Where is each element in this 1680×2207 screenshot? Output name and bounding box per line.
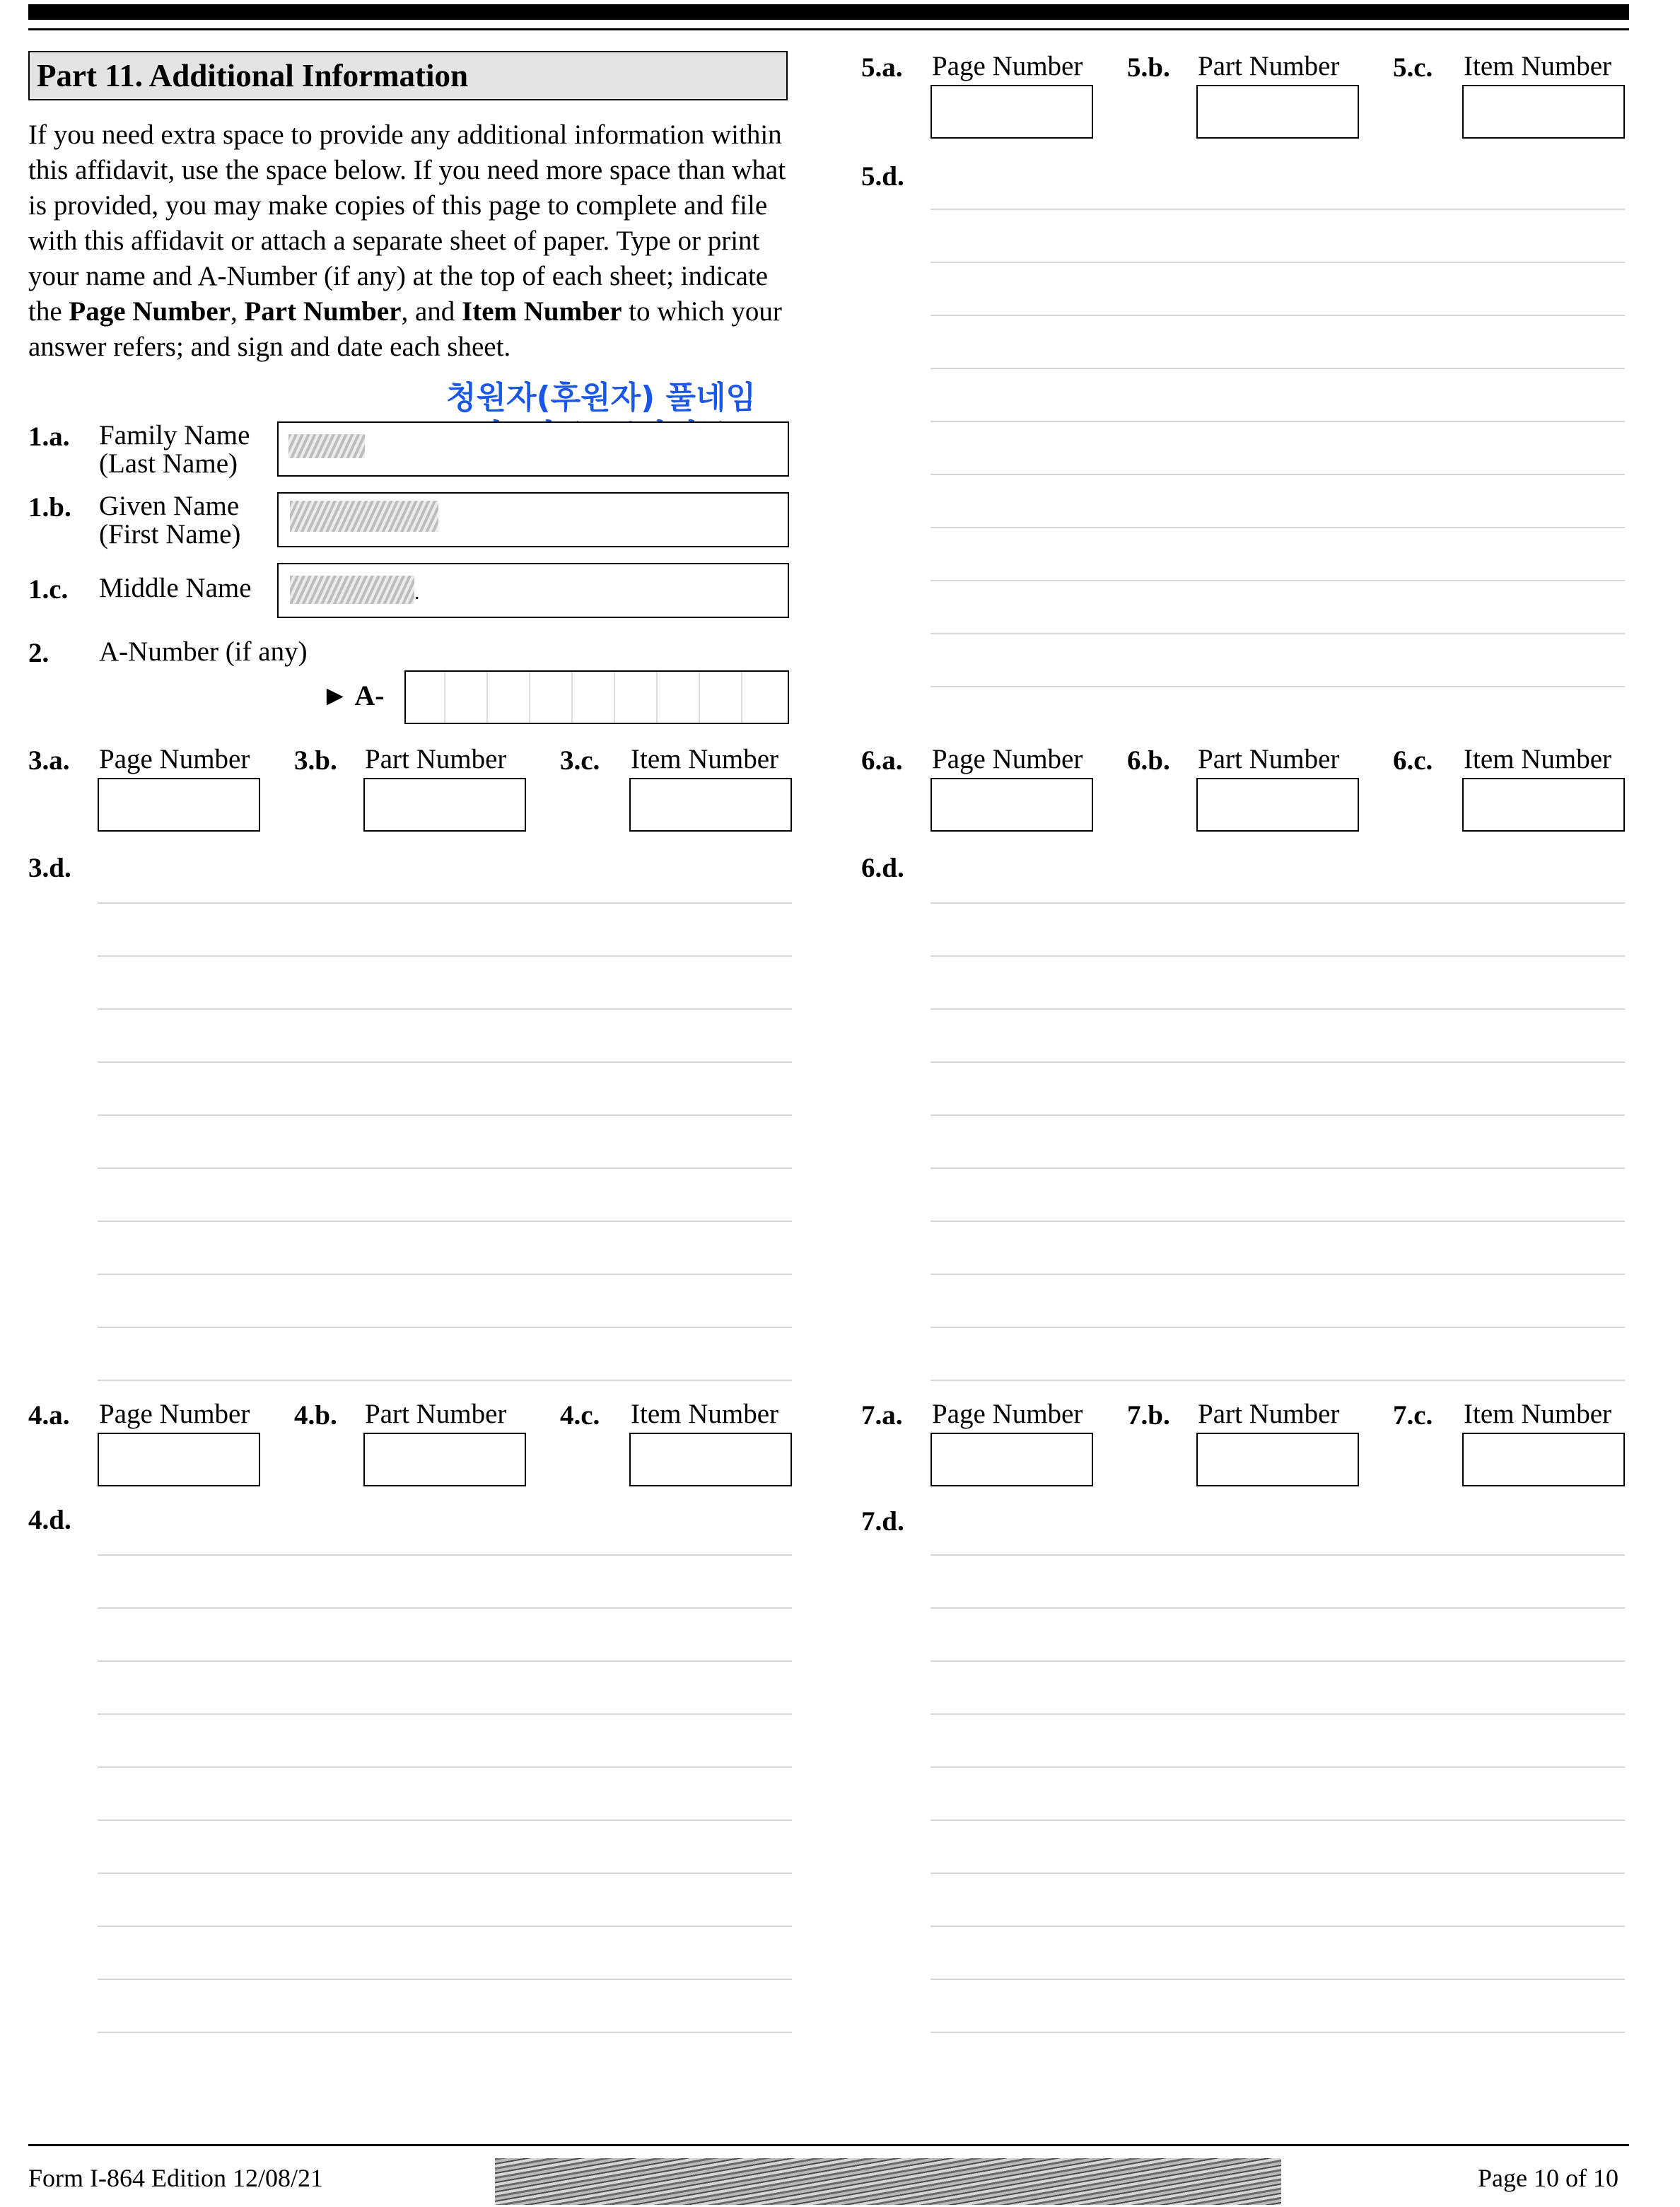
top-rule-thin (28, 28, 1629, 30)
item-number-field[interactable] (1462, 778, 1625, 832)
instructions-paragraph: If you need extra space to provide any additional information within this affidavit, use the space below. If you need more space than what is provided, you may make copies of this page to complete and file with this affidavit or attach a separate sheet of paper. Type or print your name and A-Number (if any) at the top of each sheet; indicate the Page Number, Part Number, and Item Number to which your answer refers; and sign and date each sheet. (28, 120, 786, 362)
item-number-label: Item Number (631, 744, 779, 774)
item-number-1a: 1.a. (28, 421, 70, 452)
part-number-field[interactable] (1196, 1433, 1359, 1486)
page-number-field[interactable] (931, 1433, 1093, 1486)
item-number-6d: 6.d. (861, 853, 904, 883)
footer-rule (28, 2144, 1629, 2146)
additional-info-area-7d[interactable] (931, 1554, 1625, 2035)
item-number-4d: 4.d. (28, 1505, 71, 1535)
item-number-4a: 4.a. (28, 1400, 70, 1431)
item-number-6a: 6.a. (861, 745, 903, 776)
item-number-6c: 6.c. (1393, 745, 1433, 776)
page-number-field[interactable] (931, 778, 1093, 832)
item-number-5b: 5.b. (1127, 52, 1170, 83)
item-number-3a: 3.a. (28, 745, 70, 776)
part-number-field[interactable] (363, 1433, 526, 1486)
item-number-4c: 4.c. (560, 1400, 600, 1431)
page-number-label: Page Number (932, 744, 1083, 774)
item-number-7a: 7.a. (861, 1400, 903, 1431)
page-number-label: Page Number (99, 744, 250, 774)
additional-info-area-5d[interactable] (931, 209, 1625, 689)
item-number-3d: 3.d. (28, 853, 71, 883)
part-number-label: Part Number (365, 744, 507, 774)
item-number-1c: 1.c. (28, 574, 69, 605)
item-number-4b: 4.b. (294, 1400, 337, 1431)
part-number-label: Part Number (365, 1399, 507, 1429)
a-number-field[interactable] (404, 670, 789, 724)
form-edition: Form I-864 Edition 12/08/21 (28, 2164, 323, 2192)
item-number-label: Item Number (631, 1399, 779, 1429)
additional-info-area-4d[interactable] (98, 1554, 792, 2035)
additional-info-area-6d[interactable] (931, 902, 1625, 1383)
item-number-2: 2. (28, 638, 49, 668)
page-number-field[interactable] (931, 85, 1093, 139)
item-number-5c: 5.c. (1393, 52, 1433, 83)
item-number-label: Item Number (1464, 51, 1612, 81)
item-number-field[interactable] (629, 1433, 792, 1486)
middle-name-field[interactable] (277, 563, 789, 618)
item-number-7d: 7.d. (861, 1506, 904, 1537)
additional-info-area-3d[interactable] (98, 902, 792, 1383)
item-number-3b: 3.b. (294, 745, 337, 776)
page-number-label: Page Number (932, 1399, 1083, 1429)
a-number-label: A-Number (if any) (99, 636, 308, 667)
redacted-middle-name (290, 576, 414, 604)
part-number-field[interactable] (1196, 778, 1359, 832)
given-name-label: Given Name (First Name) (99, 491, 241, 549)
page-number-field[interactable] (98, 1433, 260, 1486)
item-number-7c: 7.c. (1393, 1400, 1433, 1431)
part-header: Part 11. Additional Information (28, 51, 788, 100)
redacted-barcode (495, 2158, 1281, 2205)
page-number-field[interactable] (98, 778, 260, 832)
family-name-field[interactable] (277, 421, 789, 477)
item-number-5d: 5.d. (861, 161, 904, 192)
middle-name-label: Middle Name (99, 573, 252, 603)
redacted-given-name (290, 501, 438, 532)
item-number-label: Item Number (1464, 744, 1612, 774)
item-number-field[interactable] (629, 778, 792, 832)
item-number-6b: 6.b. (1127, 745, 1170, 776)
part-number-label: Part Number (1198, 744, 1340, 774)
page-number-label: Page Number (99, 1399, 250, 1429)
top-rule-thick (28, 4, 1629, 20)
given-name-field[interactable] (277, 492, 789, 547)
part-number-field[interactable] (1196, 85, 1359, 139)
page-indicator: Page 10 of 10 (1478, 2164, 1618, 2192)
item-number-field[interactable] (1462, 85, 1625, 139)
redacted-family-name (288, 434, 365, 458)
page-number-label: Page Number (932, 51, 1083, 81)
annotation-line-1: 청원자(후원자) 풀네임 (445, 380, 757, 416)
item-number-1b: 1.b. (28, 492, 71, 523)
middle-name-trailing-period: . (414, 581, 420, 604)
item-number-label: Item Number (1464, 1399, 1612, 1429)
part-number-label: Part Number (1198, 1399, 1340, 1429)
item-number-5a: 5.a. (861, 52, 903, 83)
item-number-field[interactable] (1462, 1433, 1625, 1486)
family-name-label: Family Name (Last Name) (99, 420, 250, 479)
item-number-7b: 7.b. (1127, 1400, 1170, 1431)
part-number-field[interactable] (363, 778, 526, 832)
part-number-label: Part Number (1198, 51, 1340, 81)
item-number-3c: 3.c. (560, 745, 600, 776)
a-number-prefix: ► A- (321, 680, 385, 711)
